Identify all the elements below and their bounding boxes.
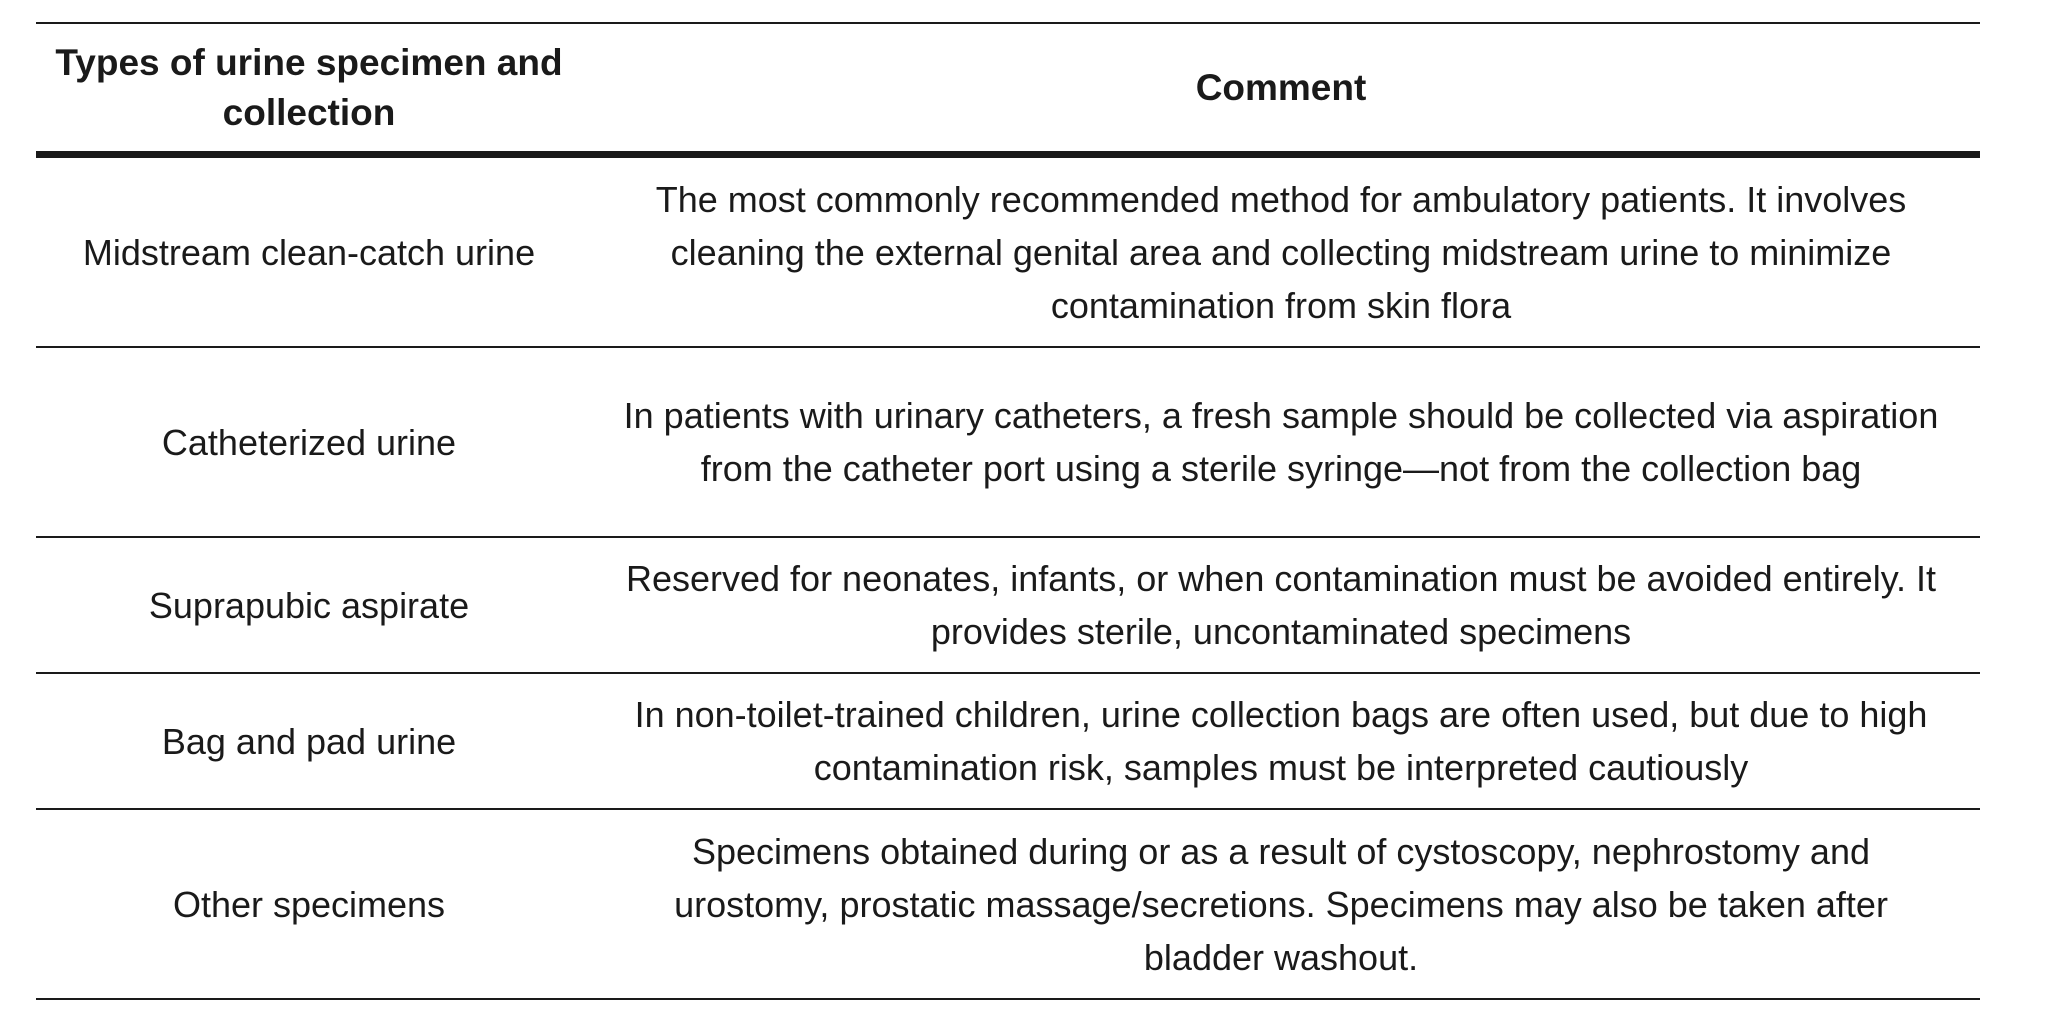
- header-specimen-type: [36, 24, 582, 151]
- table-row: [36, 158, 1980, 348]
- comment-cell: [582, 674, 1980, 808]
- header-comment-label: Comment: [1195, 66, 1367, 108]
- table-header-row: [36, 22, 1980, 158]
- header-specimen-type-label: Types of urine specimen and collection: [55, 41, 563, 133]
- table-row: [36, 674, 1980, 810]
- specimen-type-text: Other specimens: [172, 883, 446, 925]
- specimen-type-cell: [36, 538, 582, 672]
- comment-cell: [582, 348, 1980, 536]
- table-row: [36, 348, 1980, 538]
- header-comment: [582, 24, 1980, 151]
- comment-text: Reserved for neonates, infants, or when contamination must be avoided entirely. It provides sterile, uncontaminated specimens: [625, 558, 1937, 652]
- specimen-type-text: Midstream clean-catch urine: [82, 231, 536, 273]
- table-row: [36, 810, 1980, 1000]
- specimen-type-cell: [36, 674, 582, 808]
- specimen-type-text: Catheterized urine: [161, 421, 457, 463]
- comment-text: In patients with urinary catheters, a fresh sample should be collected via aspiration from the catheter port using a sterile syringe—not from the collection bag: [623, 395, 1939, 489]
- comment-text: In non-toilet-trained children, urine collection bags are often used, but due to high contamination risk, samples must be interpreted cautiously: [634, 694, 1928, 788]
- specimen-type-cell: [36, 158, 582, 346]
- comment-cell: [582, 158, 1980, 346]
- specimen-type-cell: [36, 348, 582, 536]
- comment-cell: [582, 538, 1980, 672]
- comment-text: The most commonly recommended method for ambulatory patients. It involves cleaning the external genital area and collecting midstream urine to minimize contamination from skin flora: [655, 178, 1907, 326]
- table-row: [36, 538, 1980, 674]
- specimen-type-text: Bag and pad urine: [161, 720, 457, 762]
- comment-text: Specimens obtained during or as a result of cystoscopy, nephrostomy and urostomy, prostatic massage/secretions. Specimens may also be taken after bladder washout.: [674, 830, 1888, 978]
- comment-cell: [582, 810, 1980, 998]
- specimen-type-text: Suprapubic aspirate: [148, 584, 470, 626]
- specimen-table: [36, 22, 1980, 1000]
- specimen-type-cell: [36, 810, 582, 998]
